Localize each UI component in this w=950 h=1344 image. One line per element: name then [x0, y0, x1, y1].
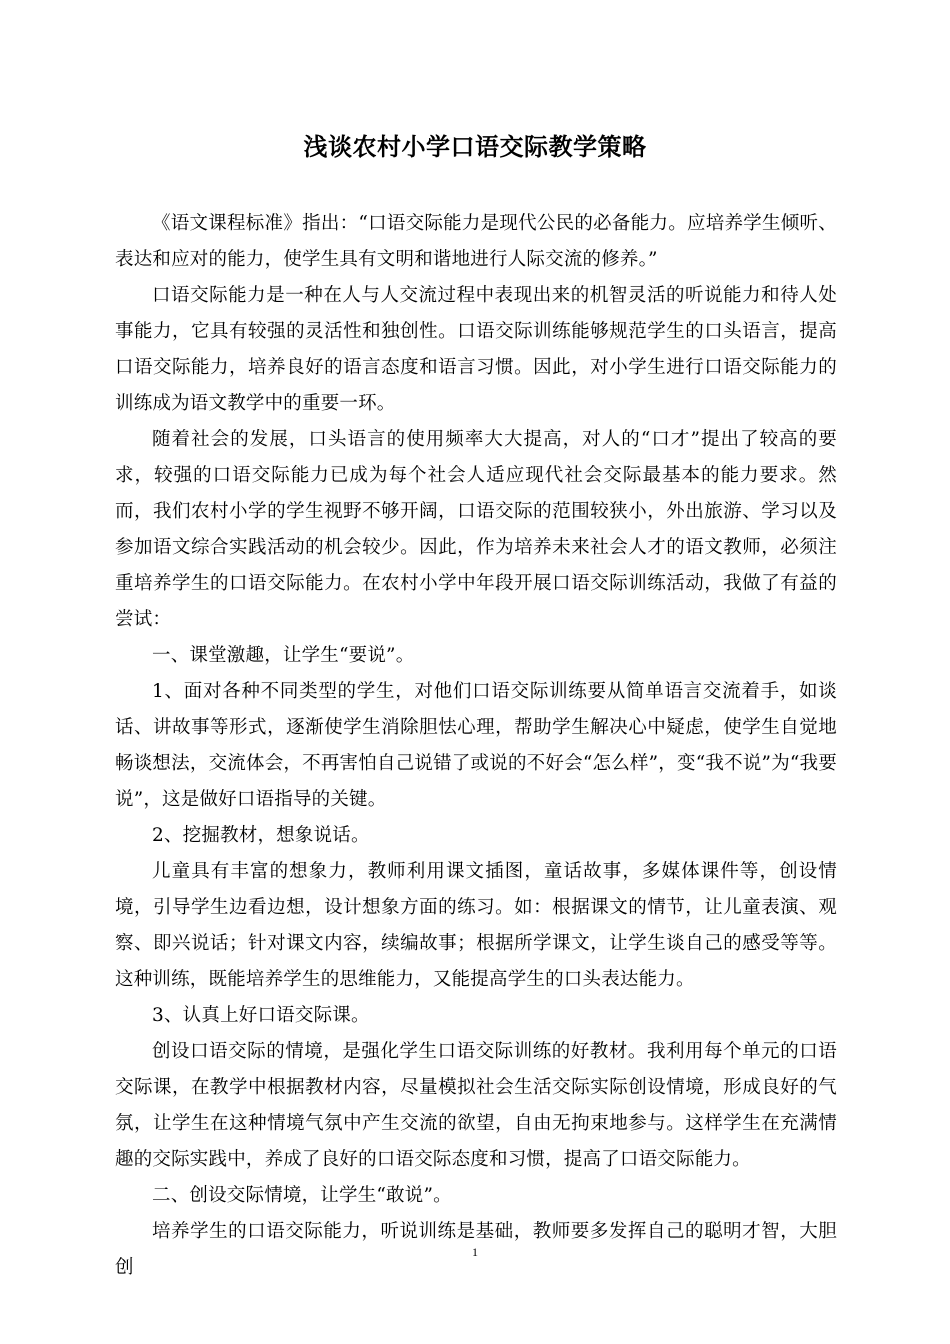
paragraph-standard-quote: 《语文课程标准》指出：“口语交际能力是现代公民的必备能力。应培养学生倾听、表达和应对的能力，使学生具有文明和谐地进行人际交流的修养。” [115, 213, 837, 270]
subheading-2: 2、挖掘教材，想象说话。 [152, 825, 370, 846]
paragraph-background: 随着社会的发展，口头语言的使用频率大大提高，对人的“口才”提出了较高的要求，较强的口语交际能力已成为每个社会人适应现代社会交际最基本的能力要求。然而，我们农村小学的学生视野不够开阔，口语交际的范围较狭小，外出旅游、学习以及参加语文综合实践活动的机会较少。因此，作为培养未来社会人才的语文教师，必须注重培养学生的口语交际能力。在农村小学中年段开展口语交际训练活动，我做了有益的尝试： [115, 429, 837, 630]
document-title: 浅谈农村小学口语交际教学策略 [303, 133, 647, 161]
page-number: 1 [472, 1245, 478, 1259]
section-heading-2: 二、创设交际情境，让学生“敢说”。 [152, 1185, 452, 1206]
paragraph-section-2-intro: 培养学生的口语交际能力，听说训练是基础，教师要多发挥自己的聪明才智，大胆创 [115, 1221, 837, 1278]
paragraph-point-3: 创设口语交际的情境，是强化学生口语交际训练的好教材。我利用每个单元的口语交际课，在教学中根据教材内容，尽量模拟社会生活交际实际创设情境，形成良好的气氛，让学生在这种情境气氛中产生交流的欲望，自由无拘束地参与。这样学生在充满情趣的交际实践中，养成了良好的口语交际态度和习惯，提高了口语交际能力。 [115, 1041, 837, 1170]
document-body [115, 206, 837, 1286]
paragraph-point-1: 1、面对各种不同类型的学生，对他们口语交际训练要从简单语言交流着手，如谈话、讲故事等形式，逐渐使学生消除胆怯心理，帮助学生解决心中疑虑，使学生自觉地畅谈想法，交流体会，不再害怕自己说错了或说的不好会“怎么样”，变“我不说”为“我要说”，这是做好口语指导的关键。 [115, 681, 837, 810]
subheading-3: 3、认真上好口语交际课。 [152, 1005, 370, 1026]
section-heading-1: 一、课堂激趣，让学生“要说”。 [152, 645, 415, 666]
paragraph-definition: 口语交际能力是一种在人与人交流过程中表现出来的机智灵活的听说能力和待人处事能力，它具有较强的灵活性和独创性。口语交际训练能够规范学生的口头语言，提高口语交际能力，培养良好的语言态度和语言习惯。因此，对小学生进行口语交际能力的训练成为语文教学中的重要一环。 [115, 285, 837, 414]
paragraph-point-2: 儿童具有丰富的想象力，教师利用课文插图，童话故事，多媒体课件等，创设情境，引导学生边看边想，设计想象方面的练习。如：根据课文的情节，让儿童表演、观察、即兴说话；针对课文内容，续编故事；根据所学课文，让学生谈自己的感受等等。这种训练，既能培养学生的思维能力，又能提高学生的口头表达能力。 [115, 861, 837, 990]
